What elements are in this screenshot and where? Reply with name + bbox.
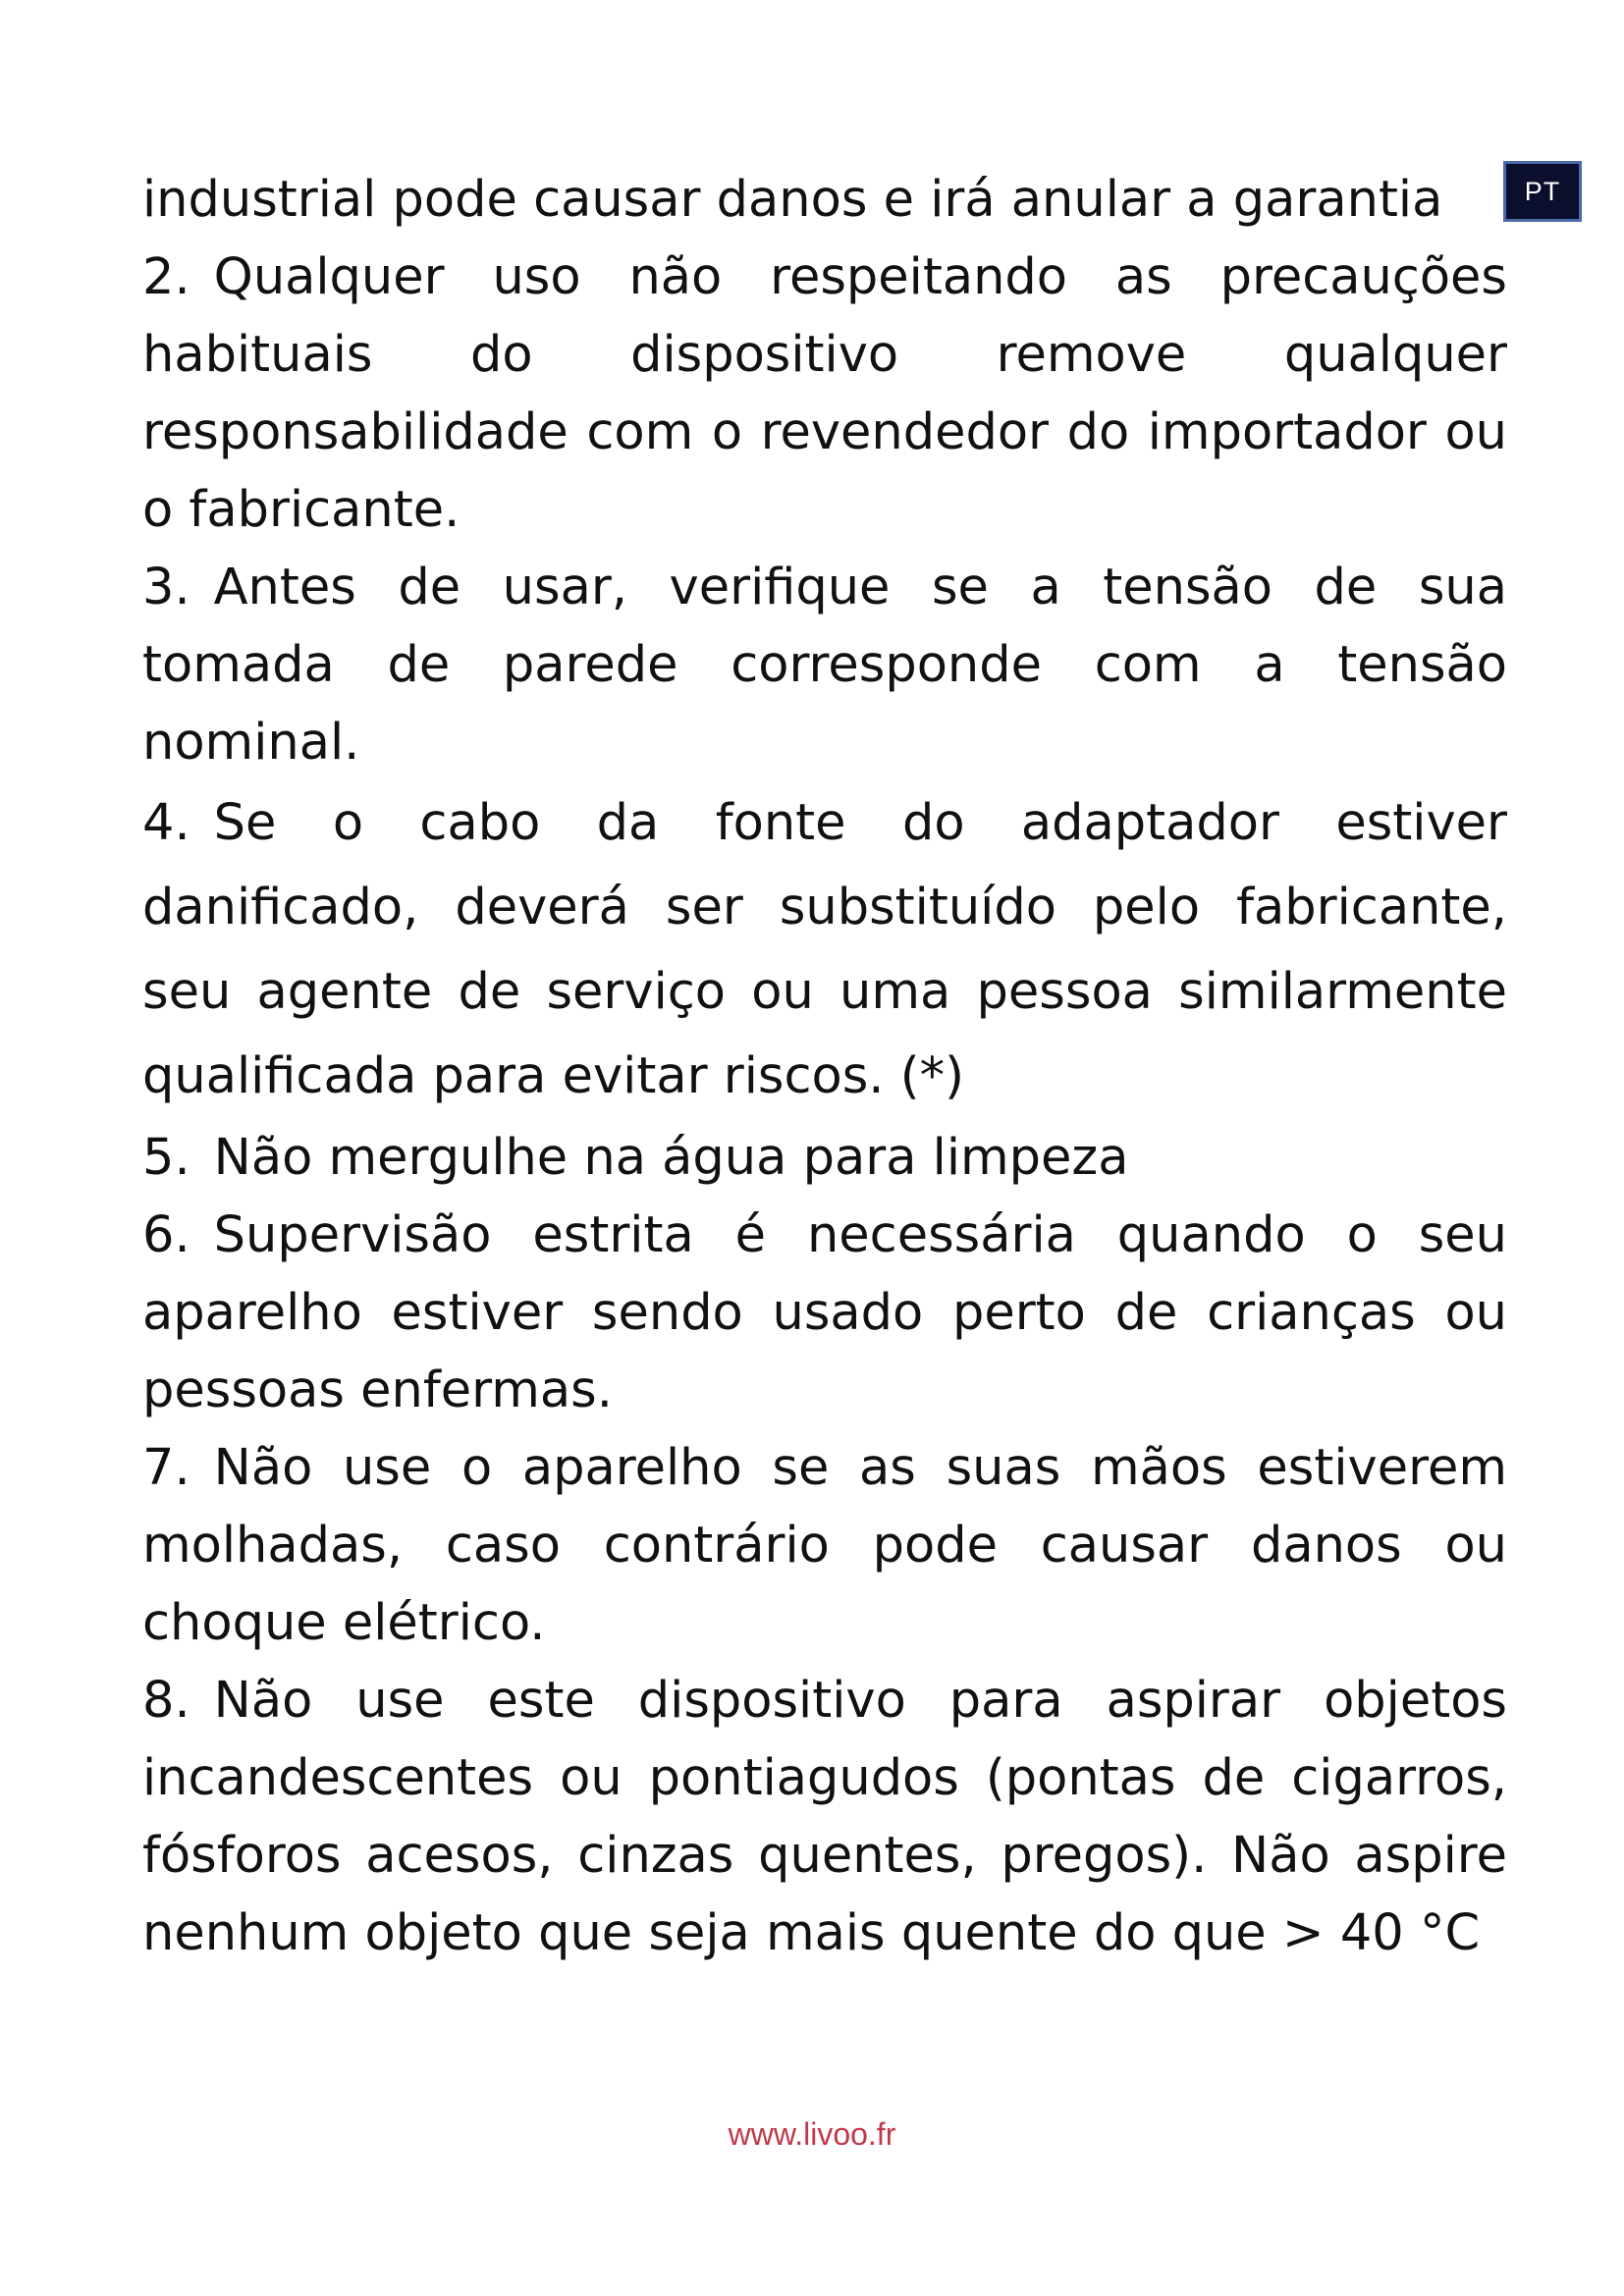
item-text: Se o cabo da fonte do adaptador estiver danificado, deverá ser substituído pelo fabricante, seu agente de serviço ou uma pessoa similarmente qualificada para evitar riscos. (*) [142,794,1507,1105]
instruction-item-7 [142,1429,1507,1662]
continuation-text: industrial pode causar danos e irá anular a garantia [142,171,1443,229]
instruction-item-4 [142,781,1507,1119]
item-number: 8. [142,1672,190,1730]
item-text: Antes de usar, verifique se a tensão de sua tomada de parede corresponde com a tensão nominal. [142,559,1507,772]
instruction-item-2 [142,239,1507,549]
item-number: 2. [142,248,190,306]
item-text: Não mergulhe na água para limpeza [213,1129,1129,1187]
instruction-item-6 [142,1197,1507,1429]
item-text: Qualquer uso não respeitando as precauções habituais do dispositivo remove qualquer responsabilidade com o revendedor do importador ou o fabricante. [142,248,1507,539]
item-text: Não use o aparelho se as suas mãos estiverem molhadas, caso contrário pode causar danos ou choque elétrico. [142,1439,1507,1652]
item-number: 4. [142,794,190,852]
instruction-item-3 [142,549,1507,781]
footer-website: www.livoo.fr [728,2116,896,2152]
safety-instructions [142,161,1507,1972]
item-number: 5. [142,1129,190,1187]
item-number: 3. [142,559,190,616]
item-number: 7. [142,1439,190,1497]
instruction-item-8 [142,1662,1507,1972]
item-text: Supervisão estrita é necessária quando o seu aparelho estiver sendo usado perto de crianças ou pessoas enfermas. [142,1206,1507,1419]
language-badge: PT [1503,161,1582,222]
instruction-item-5 [142,1119,1507,1197]
item-number: 6. [142,1206,190,1264]
item-text: Não use este dispositivo para aspirar objetos incandescentes ou pontiagudos (pontas de cigarros, fósforos acesos, cinzas quentes, pregos). Não aspire nenhum objeto que seja mais quente do que > 40 °C [142,1672,1507,1962]
